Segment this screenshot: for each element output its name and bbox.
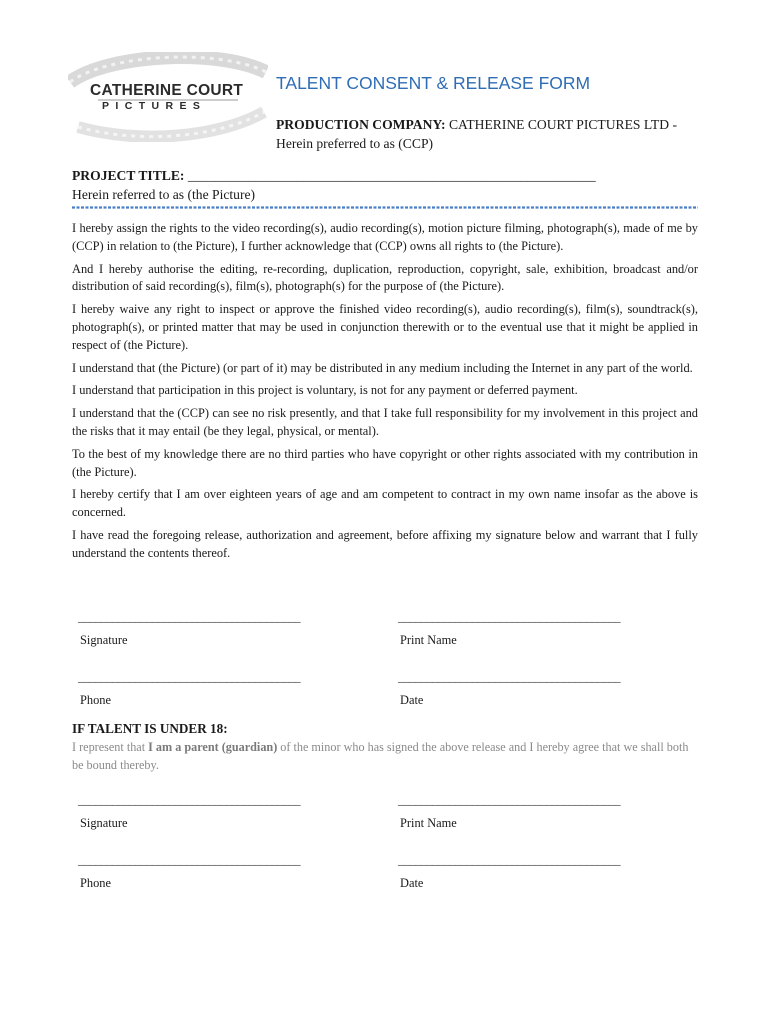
guardian-signature-line[interactable]: _______________________________________	[78, 793, 301, 807]
guardian-text: of the minor who has signed the above release and I hereby agree that we shall both be bound thereby.	[72, 740, 689, 772]
project-title-label: PROJECT TITLE:	[72, 168, 185, 183]
guardian-phone-line[interactable]: _______________________________________	[78, 853, 301, 867]
guardian-signature-label: Signature	[80, 816, 128, 830]
date-label: Date	[400, 693, 424, 707]
form-title: TALENT CONSENT & RELEASE FORM	[276, 73, 591, 93]
production-company	[276, 115, 706, 153]
project-title-subtext: Herein referred to as (the Picture)	[72, 187, 256, 202]
print-name-line[interactable]: _______________________________________	[398, 610, 621, 624]
date-line[interactable]: _______________________________________	[398, 670, 621, 684]
logo-text-line2: PICTURES	[102, 100, 207, 112]
under-18-section	[72, 721, 698, 774]
guardian-text-bold: I am a parent	[148, 740, 219, 754]
terms-paragraph: To the best of my knowledge there are no third parties who have copyright or other rights associated with my contribution in (the Picture).	[72, 446, 698, 479]
release-terms	[72, 220, 698, 568]
guardian-print-name-line[interactable]: _______________________________________	[398, 793, 621, 807]
logo-text-line1: CATHERINE COURT	[90, 82, 244, 99]
print-name-label: Print Name	[400, 633, 457, 647]
guardian-date-label: Date	[400, 876, 424, 890]
terms-paragraph: And I hereby authorise the editing, re-recording, duplication, reproduction, copyright, sale, exhibition, broadcast and/or distribution of said recording(s), film(s), photograph(s) for the purpose of (the Picture).	[72, 261, 698, 294]
project-title-row	[72, 166, 596, 185]
guardian-statement	[72, 739, 698, 774]
terms-paragraph: I have read the foregoing release, authorization and agreement, before affixing my signature below and warrant that I fully understand the contents thereof.	[72, 527, 698, 560]
guardian-text-bold: (guardian)	[221, 740, 278, 754]
guardian-phone-label: Phone	[80, 876, 111, 890]
terms-paragraph: I hereby certify that I am over eighteen years of age and am competent to contract in my own name insofar as the above is concerned.	[72, 487, 698, 520]
company-label: PRODUCTION COMPANY:	[276, 117, 446, 132]
guardian-print-name-label: Print Name	[400, 816, 457, 830]
terms-paragraph: I hereby waive any right to inspect or approve the finished video recording(s), audio recording(s), film(s), soundtrack(s), photograph(s), or printed matter that may be used in conjunction therewith or to the eventual use that it might be applied in respect of (the Picture).	[72, 302, 698, 352]
signature-line[interactable]: _______________________________________	[78, 610, 301, 624]
signature-label: Signature	[80, 633, 128, 647]
under-18-heading: IF TALENT IS UNDER 18:	[72, 721, 228, 736]
project-title-block	[72, 166, 596, 204]
terms-paragraph: I understand that (the Picture) (or part of it) may be distributed in any medium including the Internet in any part of the world.	[72, 360, 693, 375]
phone-label: Phone	[80, 693, 111, 707]
divider-rule	[72, 206, 698, 209]
company-value: CATHERINE COURT PICTURES LTD - Herein preferred to as (CCP)	[276, 117, 677, 151]
terms-paragraph: I understand that the (CCP) can see no risk presently, and that I take full responsibility for my involvement in this project and the risks that it may entail (be they legal, physical, or mental).	[72, 406, 698, 438]
phone-line[interactable]: _______________________________________	[78, 670, 301, 684]
project-title-field[interactable]: ____________________________________________________________	[184, 168, 596, 183]
company-logo	[68, 52, 268, 142]
guardian-text: I represent that	[72, 740, 149, 754]
terms-paragraph: I hereby assign the rights to the video recording(s), audio recording(s), motion picture filming, photograph(s), made of me by (CCP) in relation to (the Picture), I further acknowledge that (CCP) owns all rights to (the Picture).	[72, 221, 698, 253]
terms-paragraph: I understand that participation in this project is voluntary, is not for any payment or deferred payment.	[72, 383, 578, 398]
guardian-date-line[interactable]: _______________________________________	[398, 853, 621, 867]
